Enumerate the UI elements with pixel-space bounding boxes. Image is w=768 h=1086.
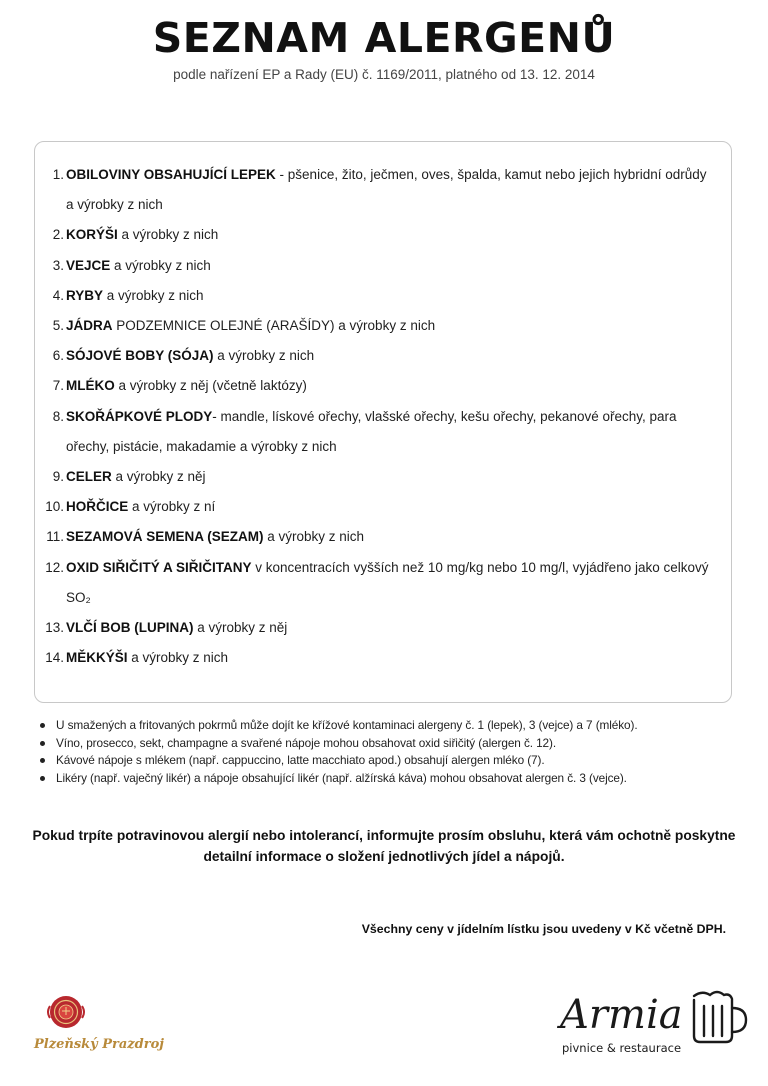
brand-left-text: Plzeňský Prazdroj [34, 1037, 164, 1052]
allergen-name: CELER [66, 469, 112, 485]
allergen-name: RYBY [66, 287, 104, 303]
allergen-number: 2. [52, 227, 64, 243]
allergen-description: - mandle, lískové ořechy, vlašské ořechy, kešu ořechy, pekanové ořechy, para ořechy, pistácie, makadamie a výrobky z nich [66, 408, 677, 454]
list-item [35, 462, 715, 492]
beer-mug-icon [694, 992, 746, 1042]
allergen-description: a výrobky z něj (včetně laktózy) [114, 378, 307, 394]
note-item: U smažených a fritovaných pokrmů může dojít ke křížové kontaminaci alergeny č. 1 (lepek), 3 (vejce) a 7 (mléko). [36, 717, 736, 735]
allergen-description: a výrobky z ní [128, 499, 216, 515]
armia-logo [560, 986, 750, 1058]
allergen-name: KORÝŠI [66, 227, 118, 243]
allergen-number: 12. [45, 559, 64, 575]
allergen-description: - pšenice, žito, ječmen, oves, špalda, kamut nebo jejich hybridní odrůdy a výrobky z nich [66, 167, 707, 213]
allergen-description: a výrobky z něj [111, 469, 206, 485]
list-item [35, 492, 715, 522]
allergen-name: HOŘČICE [66, 499, 129, 515]
allergen-description: a výrobky z nich [117, 227, 219, 243]
pilsner-urquell-logo [32, 992, 164, 1062]
allergen-number: 1. [52, 167, 64, 182]
allergen-description: PODZEMNICE OLEJNÉ (ARAŠÍDY) a výrobky z nich [112, 318, 436, 334]
list-item [35, 251, 715, 281]
allergen-number: 3. [52, 257, 64, 273]
allergen-name: MLÉKO [66, 378, 115, 394]
list-item [35, 311, 715, 341]
seal-icon [48, 996, 84, 1028]
allergen-number: 7. [52, 378, 64, 394]
page-subtitle: podle nařízení EP a Rady (EU) č. 1169/2011, platného od 13. 12. 2014 [173, 67, 595, 82]
list-item [35, 341, 715, 371]
allergen-description: v koncentracích vyšších než 10 mg/kg nebo 10 mg/l, vyjádřeno jako celkový SO₂ [66, 559, 709, 605]
allergen-description: a výrobky z nich [110, 257, 211, 273]
allergen-number: 11. [46, 529, 64, 545]
allergen-description: a výrobky z něj [193, 620, 288, 636]
list-item [35, 281, 715, 311]
allergen-name: SKOŘÁPKOVÉ PLODY [66, 408, 213, 424]
allergen-description: a výrobky z nich [127, 650, 229, 666]
allergen-name: VEJCE [66, 257, 111, 273]
list-item [35, 553, 715, 613]
prices-note: Všechny ceny v jídelním lístku jsou uvedeny v Kč včetně DPH. [361, 922, 726, 936]
note-item: Víno, prosecco, sekt, champagne a svařené nápoje mohou obsahovat oxid siřičitý (alergen č. 12). [36, 735, 736, 753]
allergen-panel [34, 141, 732, 703]
allergen-description: a výrobky z nich [263, 529, 365, 545]
allergen-number: 9. [52, 469, 64, 485]
list-item [35, 613, 715, 643]
list-item [35, 522, 715, 552]
allergen-description: a výrobky z nich [213, 348, 315, 364]
note-item: Kávové nápoje s mlékem (např. cappuccino, latte macchiato apod.) obsahují alergen mléko (7). [36, 752, 736, 770]
page-title: SEZNAM ALERGENŮ [152, 14, 616, 62]
note-item: Likéry (např. vaječný likér) a nápoje obsahující likér (např. alžírská káva) mohou obsahovat alergen č. 3 (vejce). [36, 770, 736, 788]
list-item [35, 643, 715, 673]
allergen-number: 8. [52, 408, 64, 424]
list-item [35, 160, 715, 220]
allergen-name: SEZAMOVÁ SEMENA (SEZAM) [66, 529, 264, 545]
allergen-number: 14. [45, 650, 64, 666]
allergen-name: JÁDRA [66, 318, 113, 334]
brand-right-subtitle: pivnice & restaurace [562, 1041, 682, 1055]
allergen-list [35, 160, 715, 673]
allergen-description: a výrobky z nich [103, 287, 204, 303]
allergen-number: 10. [45, 499, 64, 515]
notes-list [36, 717, 736, 787]
allergen-number: 6. [52, 348, 64, 364]
brand-right-name: Armia [560, 992, 683, 1038]
allergen-name: MĚKKÝŠI [66, 650, 128, 666]
allergen-number: 4. [52, 287, 64, 303]
allergen-name: OXID SIŘIČITÝ A SIŘIČITANY [66, 559, 252, 575]
allergen-name: OBILOVINY OBSAHUJÍCÍ LEPEK [66, 167, 276, 182]
list-item [35, 371, 715, 401]
list-item [35, 402, 715, 462]
allergen-number: 13. [45, 620, 64, 636]
allergen-name: SÓJOVÉ BOBY (SÓJA) [66, 348, 214, 364]
list-item [35, 220, 715, 250]
allergen-number: 5. [52, 318, 64, 334]
allergy-notice: Pokud trpíte potravinovou alergií nebo intolerancí, informujte prosím obsluhu, která vám ochotně poskytne detailní informace o složení jednotlivých jídel a nápojů. [32, 828, 736, 864]
allergen-name: VLČÍ BOB (LUPINA) [66, 620, 194, 636]
